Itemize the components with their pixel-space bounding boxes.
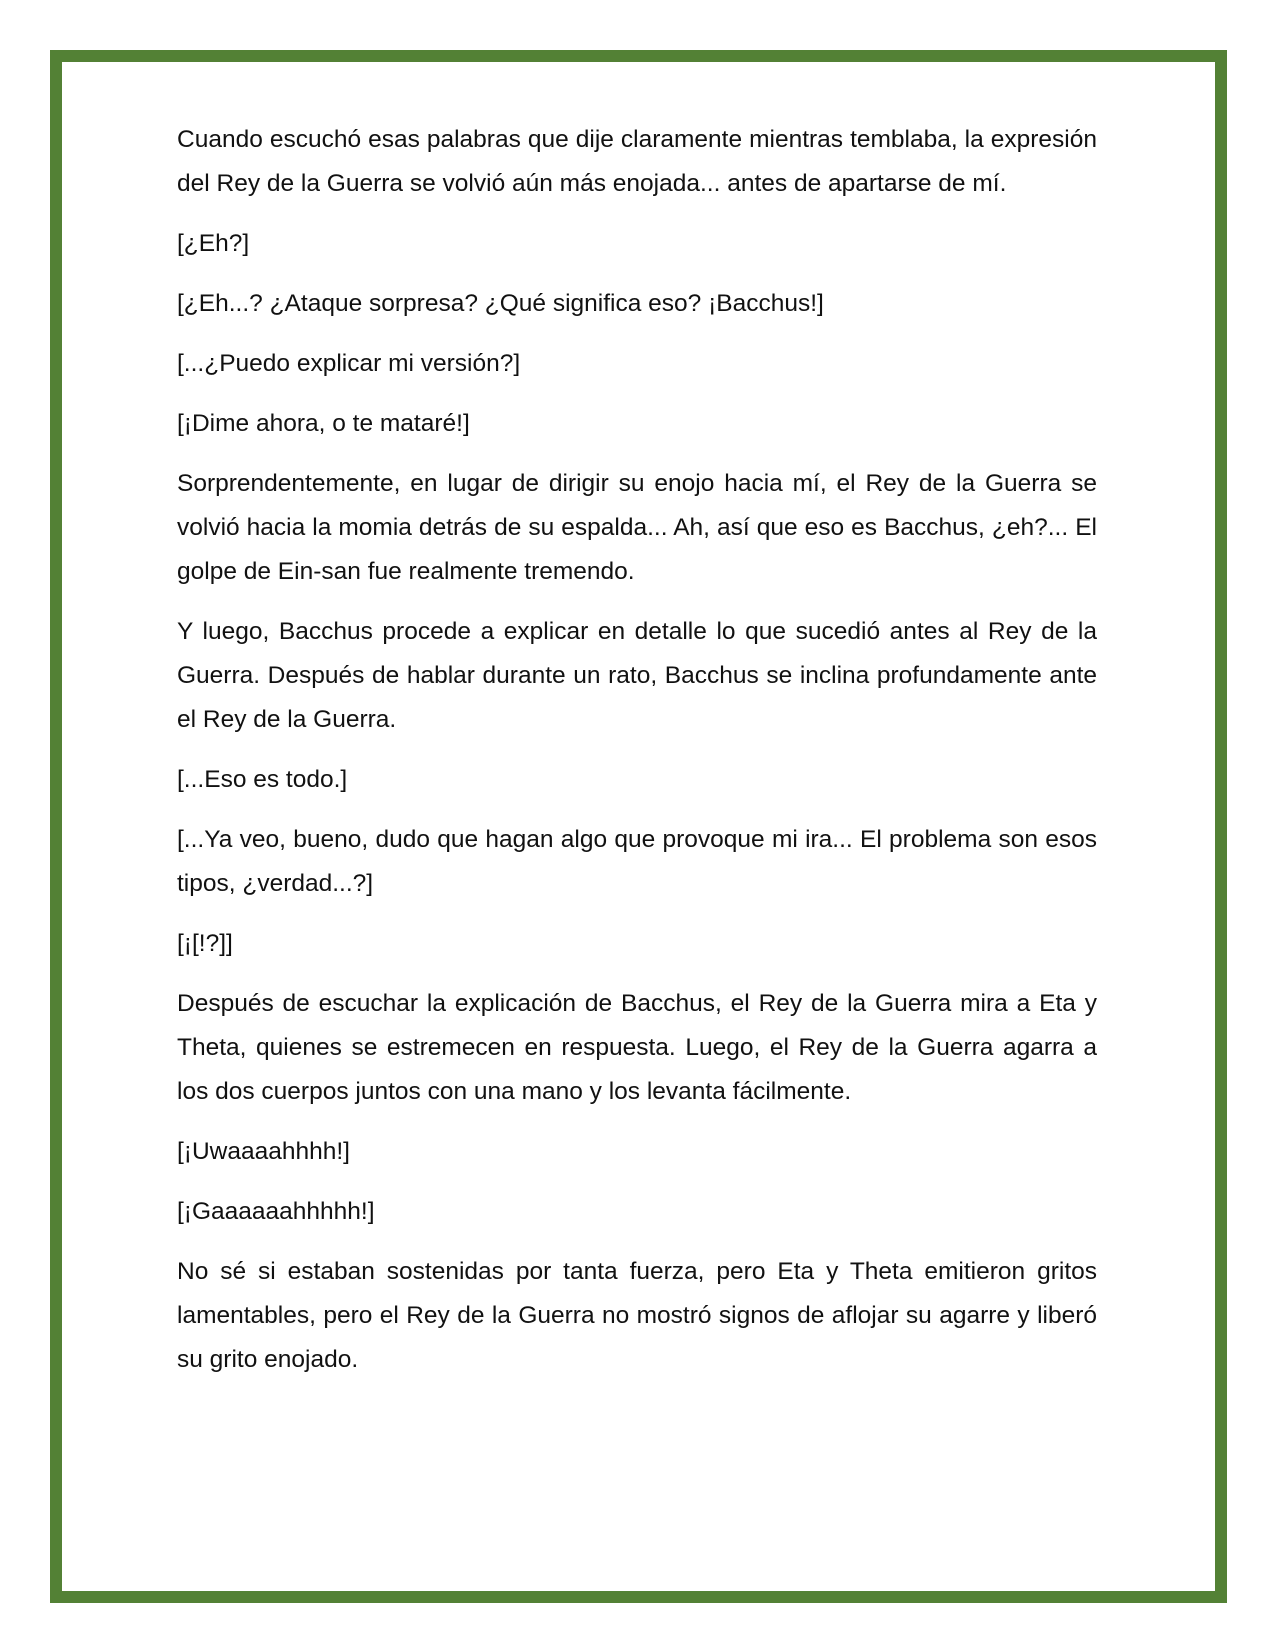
dialogue-line: [¿Eh...? ¿Ataque sorpresa? ¿Qué significa eso? ¡Bacchus!] (177, 290, 824, 317)
dialogue-line: [¡[!?]] (177, 930, 233, 957)
paragraph: Y luego, Bacchus procede a explicar en detalle lo que sucedió antes al Rey de la Guerra. Después de hablar durante un rato, Bacchus se inclina profundamente ante el Rey de la Guerra. (177, 618, 1097, 733)
document-body (177, 118, 1097, 1398)
paragraph: Sorprendentemente, en lugar de dirigir su enojo hacia mí, el Rey de la Guerra se volvió hacia la momia detrás de su espalda... Ah, así que eso es Bacchus, ¿eh?... El golpe de Ein-san fue realmente tremendo. (177, 470, 1097, 585)
paragraph: Después de escuchar la explicación de Bacchus, el Rey de la Guerra mira a Eta y Theta, quienes se estremecen en respuesta. Luego, el Rey de la Guerra agarra a los dos cuerpos juntos con una mano y los levanta fácilmente. (177, 990, 1097, 1105)
dialogue-line: [¡Dime ahora, o te mataré!] (177, 410, 470, 437)
dialogue-line: [¡Gaaaaaahhhhh!] (177, 1198, 375, 1225)
paragraph: No sé si estaban sostenidas por tanta fuerza, pero Eta y Theta emitieron gritos lamentables, pero el Rey de la Guerra no mostró signos de aflojar su agarre y liberó su grito enojado. (177, 1258, 1097, 1373)
dialogue-line: [...Eso es todo.] (177, 766, 348, 793)
dialogue-line: [¿Eh?] (177, 230, 250, 257)
paragraph: Cuando escuchó esas palabras que dije claramente mientras temblaba, la expresión del Rey de la Guerra se volvió aún más enojada... antes de apartarse de mí. (177, 126, 1097, 197)
dialogue-line: [...¿Puedo explicar mi versión?] (177, 350, 521, 377)
dialogue-line: [...Ya veo, bueno, dudo que hagan algo que provoque mi ira... El problema son esos tipos, ¿verdad...?] (177, 826, 1097, 897)
dialogue-line: [¡Uwaaaahhhh!] (177, 1138, 350, 1165)
